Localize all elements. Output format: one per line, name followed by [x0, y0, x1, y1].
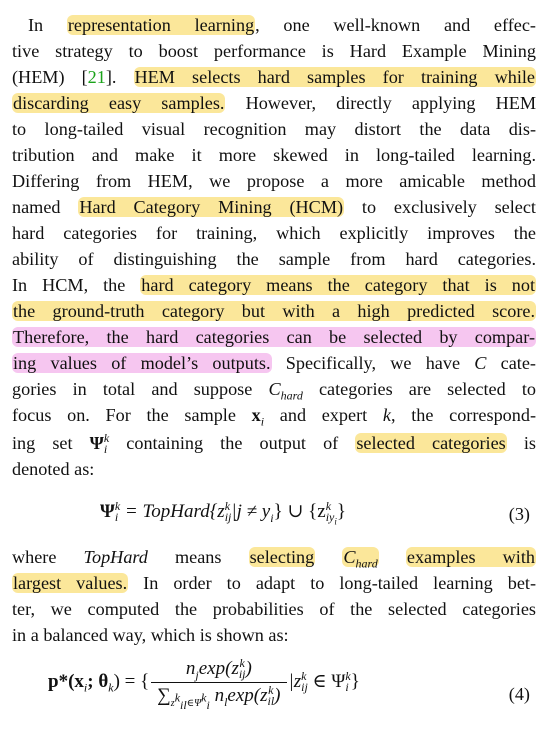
- math-symbol: Ψ: [89, 433, 104, 453]
- text-line: [12, 298, 536, 324]
- highlight-hard-category: hard category means the category that is not: [141, 275, 535, 295]
- text-span: , the correspond-: [390, 405, 536, 425]
- equation-4: [48, 656, 360, 712]
- text-line: denoted as:: [12, 459, 95, 479]
- text-span: In order to adapt to long-tailed learning bet-: [128, 573, 537, 593]
- text-span: means: [147, 547, 249, 567]
- text-line: ability of distinguishing the sample from hard categories.: [12, 249, 536, 269]
- highlight-representation-learning: representation learning: [67, 15, 255, 35]
- text-span: Specifically, we have: [271, 353, 475, 373]
- math-subscript: j: [195, 667, 199, 682]
- text-span: ing set: [12, 433, 90, 453]
- text-line: tive strategy to boost performance is Hard Example Mining: [12, 41, 536, 61]
- highlight-largest-values: largest values.: [13, 573, 128, 593]
- highlight-ground-truth: the ground-truth category but with a high predicted score.: [13, 301, 535, 321]
- text-span: gories in total and suppose: [12, 379, 269, 399]
- text-span: In: [28, 15, 67, 35]
- highlight-selected-categories: selected categories: [356, 433, 506, 453]
- math-expression: ; θ: [87, 670, 109, 692]
- text-line: [12, 350, 536, 376]
- math-subscript: i: [83, 680, 88, 695]
- math-symbol: TopHard: [83, 547, 148, 567]
- highlight-therefore: Therefore, the hard categories can be selected by compar-: [13, 327, 535, 347]
- math-subscript: l: [224, 694, 228, 709]
- text-span: ].: [105, 67, 134, 87]
- text-line: [12, 570, 536, 596]
- math-expression: } ∪ {z: [273, 501, 326, 522]
- text-line: [12, 12, 536, 38]
- text-span: In HCM, the: [12, 275, 141, 295]
- text-line: [12, 324, 536, 350]
- equation-number-4: (4): [508, 684, 530, 704]
- equation-3: [100, 499, 346, 527]
- math-symbol: Ψ: [100, 501, 115, 522]
- text-line: [12, 64, 536, 90]
- text-span: named: [12, 197, 79, 217]
- highlight-chard: [342, 547, 378, 571]
- citation-link[interactable]: 21: [87, 67, 106, 87]
- text-span: to exclusively select: [344, 197, 536, 217]
- math-scripts: k i: [103, 431, 110, 456]
- math-expression: = TopHard{z: [120, 501, 225, 522]
- math-scripts: k il: [267, 683, 275, 708]
- math-expression: ∈ Ψ: [307, 670, 346, 692]
- equation-number-3: (3): [508, 504, 530, 524]
- math-subscript: zkil∈Ψki: [170, 690, 210, 712]
- math-expression: ) = {: [113, 670, 150, 692]
- math-expression: |j ≠ y: [231, 501, 271, 522]
- math-symbol: C: [268, 379, 281, 399]
- math-expression: |z: [288, 670, 302, 692]
- math-scripts: k i: [345, 668, 351, 694]
- text-line: [12, 90, 536, 116]
- text-span: and expert: [264, 405, 383, 425]
- text-line: in a balanced way, which is shown as:: [12, 625, 289, 645]
- text-line: [12, 376, 536, 402]
- text-line: [12, 194, 536, 220]
- text-span: where: [12, 547, 84, 567]
- text-line: [12, 430, 536, 456]
- math-symbol: k: [382, 405, 391, 425]
- text-line: ter, we computed the probabilities of the selected categories: [12, 599, 536, 619]
- math-expression: ): [245, 658, 252, 679]
- text-span: However, directly applying HEM: [225, 93, 536, 113]
- text-span: cate-: [486, 353, 536, 373]
- math-expression: n: [209, 685, 225, 706]
- math-expression: ∑: [157, 685, 171, 706]
- highlight-selecting: selecting: [249, 547, 315, 567]
- text-span: focus on. For the sample: [12, 405, 252, 425]
- math-expression: exp(z: [227, 685, 268, 706]
- math-fraction: [151, 656, 286, 712]
- math-symbol: x: [251, 405, 261, 425]
- highlight-hcm: Hard Category Mining (HCM): [79, 197, 344, 217]
- math-expression: exp(z: [198, 658, 239, 679]
- text-line: [12, 544, 536, 570]
- text-line: hard categories for training, which explicitly improves the: [12, 223, 536, 243]
- math-symbol: C: [343, 547, 356, 567]
- math-subscript: i: [270, 510, 274, 525]
- math-subscript: k: [108, 680, 114, 695]
- text-line: tribution and make it more skewed in long-tailed learning.: [12, 145, 536, 165]
- text-span: is: [506, 433, 537, 453]
- math-scripts: k ij: [224, 499, 232, 524]
- highlight-model-outputs: ing values of model’s outputs.: [13, 353, 271, 373]
- math-expression: }: [350, 670, 360, 692]
- text-line: to long-tailed visual recognition may distort the data dis-: [12, 119, 536, 139]
- fraction-numerator: [151, 658, 286, 683]
- math-subscript: hard: [355, 556, 378, 571]
- math-scripts: k ij: [301, 668, 308, 694]
- math-scripts: k $iy_i$: [325, 499, 337, 527]
- text-span: (HEM) [: [12, 67, 88, 87]
- highlight-examples-with: examples with: [406, 547, 536, 567]
- text-line: [12, 272, 536, 298]
- math-scripts: k ij: [238, 656, 246, 681]
- highlight-discarding: discarding easy samples.: [13, 93, 225, 113]
- text-line: [12, 402, 536, 428]
- math-expression: }: [336, 501, 346, 522]
- text-line: Differing from HEM, we propose a more amicable method: [12, 171, 536, 191]
- math-symbol: C: [474, 353, 487, 373]
- math-expression: ): [274, 685, 281, 706]
- highlight-hem-selects: HEM selects hard samples for training while: [134, 67, 535, 87]
- math-subscript: i: [260, 414, 265, 429]
- math-expression: n: [185, 658, 196, 679]
- fraction-denominator: [151, 683, 286, 712]
- text-span: containing the output of: [109, 433, 356, 453]
- math-subscript: hard: [280, 388, 303, 403]
- math-expression: p*(x: [48, 670, 84, 692]
- text-span: , one well-known and effec-: [255, 15, 536, 35]
- text-span: categories are selected to: [302, 379, 536, 399]
- math-scripts: k i: [114, 499, 121, 524]
